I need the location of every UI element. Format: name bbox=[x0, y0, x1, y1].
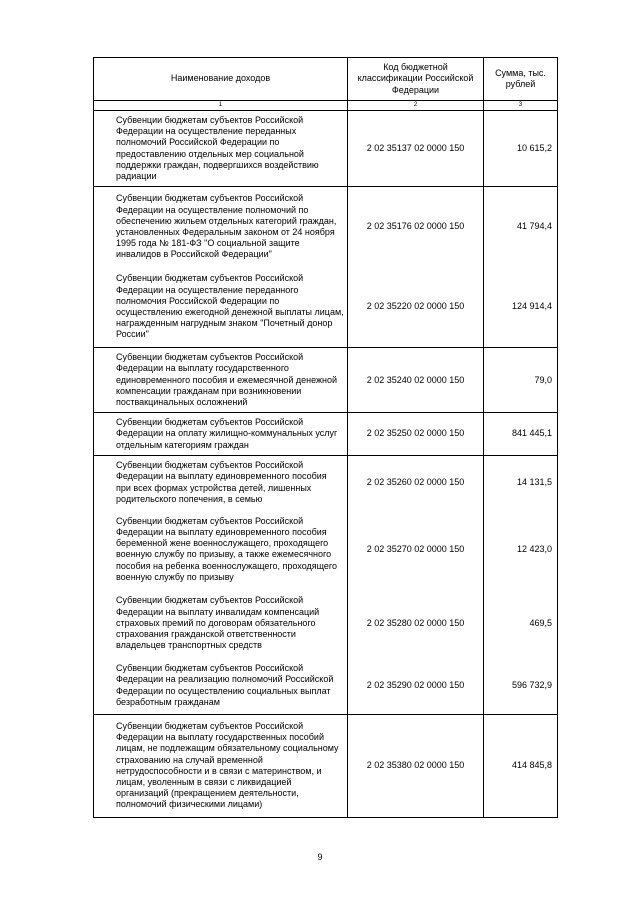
table-row bbox=[94, 509, 558, 589]
table-row bbox=[94, 111, 558, 187]
row-sum: 14 131,5 bbox=[484, 455, 558, 509]
row-name: Субвенции бюджетам субъектов Российской Федерации на оплату жилищно-коммунальных услуг отдельным категориям граждан bbox=[94, 413, 348, 456]
row-sum: 10 615,2 bbox=[484, 111, 558, 187]
row-sum: 469,5 bbox=[484, 589, 558, 657]
row-sum: 79,0 bbox=[484, 348, 558, 413]
table-row bbox=[94, 657, 558, 714]
row-code: 2 02 35380 02 0000 150 bbox=[348, 714, 484, 817]
revenue-table bbox=[93, 57, 558, 818]
row-name: Субвенции бюджетам субъектов Российской Федерации на реализацию полномочий Российской Федерации по осуществлению социальных выплат безработным гражданам bbox=[94, 657, 348, 714]
row-code: 2 02 35220 02 0000 150 bbox=[348, 267, 484, 348]
row-name: Субвенции бюджетам субъектов Российской Федерации на выплату единовременного пособия беременной жене военнослужащего, проходящего военную службу по призыву, а также ежемесячного пособия на ребенка военнослужащего, проходящего военную службу по призыву bbox=[94, 509, 348, 589]
row-sum: 41 794,4 bbox=[484, 187, 558, 267]
row-name: Субвенции бюджетам субъектов Российской Федерации на выплату единовременного пособия при всех формах устройства детей, лишенных родительского попечения, в семью bbox=[94, 455, 348, 509]
row-sum: 596 732,9 bbox=[484, 657, 558, 714]
page-number: 9 bbox=[317, 852, 323, 862]
column-number: 3 bbox=[484, 101, 558, 111]
row-code: 2 02 35270 02 0000 150 bbox=[348, 509, 484, 589]
row-code: 2 02 35250 02 0000 150 bbox=[348, 413, 484, 456]
table-row bbox=[94, 267, 558, 348]
row-name: Субвенции бюджетам субъектов Российской Федерации на выплату государственных пособий лицам, не подлежащим обязательному социальному страхованию на случай временной нетрудоспособности и в связи с материнством, и лицам, уволенным в связи с ликвидацией организаций (прекращением деятельности, полномочий физическими лицами) bbox=[94, 714, 348, 817]
column-number-row bbox=[94, 101, 558, 111]
table-row bbox=[94, 348, 558, 413]
row-name: Субвенции бюджетам субъектов Российской Федерации на выплату инвалидам компенсаций страховых премий по договорам обязательного страхования гражданской ответственности владельцев транспортных средств bbox=[94, 589, 348, 657]
row-sum: 841 445,1 bbox=[484, 413, 558, 456]
column-number: 1 bbox=[94, 101, 348, 111]
row-name: Субвенции бюджетам субъектов Российской Федерации на осуществление переданных полномочий Российской Федерации по предоставлению отдельных мер социальной поддержки граждан, подвергшихся воздействию радиации bbox=[94, 111, 348, 187]
table-row bbox=[94, 187, 558, 267]
header-sum: Сумма, тыс. рублей bbox=[484, 58, 558, 101]
table-row bbox=[94, 714, 558, 817]
column-number: 2 bbox=[348, 101, 484, 111]
table-row bbox=[94, 413, 558, 456]
header-name: Наименование доходов bbox=[94, 58, 348, 101]
row-code: 2 02 35290 02 0000 150 bbox=[348, 657, 484, 714]
row-sum: 124 914,4 bbox=[484, 267, 558, 348]
row-code: 2 02 35176 02 0000 150 bbox=[348, 187, 484, 267]
row-code: 2 02 35137 02 0000 150 bbox=[348, 111, 484, 187]
row-name: Субвенции бюджетам субъектов Российской Федерации на осуществление переданного полномочия Российской Федерации по осуществлению ежегодной денежной выплаты лицам, награжденным нагрудным знаком "Почетный донор России" bbox=[94, 267, 348, 348]
table-row bbox=[94, 455, 558, 509]
row-name: Субвенции бюджетам субъектов Российской Федерации на осуществление полномочий по обеспечению жильем отдельных категорий граждан, установленных Федеральным законом от 24 ноября 1995 года № 181-ФЗ "О социальной защите инвалидов в Российской Федерации" bbox=[94, 187, 348, 267]
table-row bbox=[94, 589, 558, 657]
row-sum: 12 423,0 bbox=[484, 509, 558, 589]
row-code: 2 02 35260 02 0000 150 bbox=[348, 455, 484, 509]
row-code: 2 02 35240 02 0000 150 bbox=[348, 348, 484, 413]
row-sum: 414 845,8 bbox=[484, 714, 558, 817]
row-code: 2 02 35280 02 0000 150 bbox=[348, 589, 484, 657]
table-header-row bbox=[94, 58, 558, 101]
row-name: Субвенции бюджетам субъектов Российской Федерации на выплату государственного единовременного пособия и ежемесячной денежной компенсации гражданам при возникновении поствакцинальных осложнений bbox=[94, 348, 348, 413]
header-code: Код бюджетной классификации Российской Федерации bbox=[348, 58, 484, 101]
